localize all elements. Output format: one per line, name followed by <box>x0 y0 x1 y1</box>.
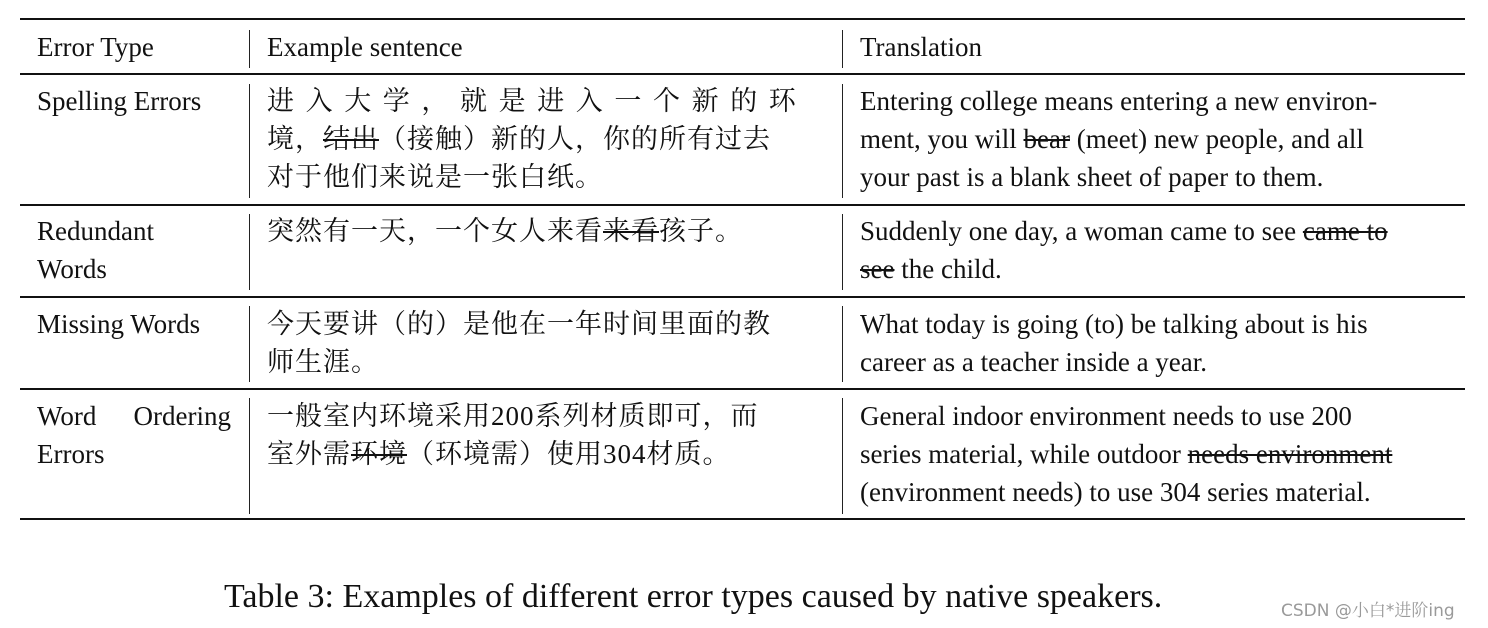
column-separator <box>249 214 250 290</box>
example-line: 突然有一天，一个女人来看来看孩子。 <box>267 216 743 246</box>
strikethrough-text: 环境 <box>351 439 407 469</box>
example-line: 今天要讲（的）是他在一年时间里面的教 <box>267 309 771 339</box>
example-line: 进入大学，就是进入一个新的环 <box>267 86 808 116</box>
translation-line: Entering college means entering a new environ- <box>860 86 1378 116</box>
example-line: 对于他们来说是一张白纸。 <box>267 162 603 192</box>
row-redundant-translation <box>860 212 1388 288</box>
example-line: 境，结出（接触）新的人，你的所有过去 <box>267 124 771 154</box>
header-rule <box>20 73 1465 75</box>
watermark: CSDN @小白*进阶ing <box>1281 601 1455 621</box>
column-separator <box>842 398 843 514</box>
header-error-type: Error Type <box>37 32 154 62</box>
row-spelling-example <box>267 82 807 196</box>
translation-line: your past is a blank sheet of paper to them. <box>860 162 1324 192</box>
row-divider <box>20 388 1465 390</box>
row-redundant-type: Redundant Words <box>37 216 154 284</box>
bottom-rule <box>20 518 1465 520</box>
row-missing-translation <box>860 305 1368 381</box>
translation-line: (environment needs) to use 304 series material. <box>860 477 1371 507</box>
column-separator <box>249 398 250 514</box>
row-redundant-example <box>267 212 743 250</box>
row-ordering-translation <box>860 397 1392 511</box>
header-translation: Translation <box>860 32 983 62</box>
translation-line: career as a teacher inside a year. <box>860 347 1208 377</box>
translation-line: General indoor environment needs to use 200 <box>860 401 1352 431</box>
row-spelling-type: Spelling Errors <box>37 86 202 116</box>
column-separator <box>842 214 843 290</box>
row-ordering-type: Word Ordering Errors <box>37 401 231 469</box>
row-divider <box>20 296 1465 298</box>
column-separator <box>842 306 843 382</box>
example-line: 一般室内环境采用200系列材质即可，而 <box>267 401 759 431</box>
column-separator <box>249 306 250 382</box>
header-example-sentence: Example sentence <box>267 32 463 62</box>
example-line: 室外需环境（环境需）使用304材质。 <box>267 439 731 469</box>
translation-line: Suddenly one day, a woman came to see came to <box>860 216 1388 246</box>
translation-line: see the child. <box>860 254 1002 284</box>
row-divider <box>20 204 1465 206</box>
top-rule <box>20 18 1465 20</box>
row-ordering-example <box>267 397 759 473</box>
strikethrough-text: see <box>860 254 895 284</box>
strikethrough-text: 来看 <box>603 216 659 246</box>
table-caption: Table 3: Examples of different error types caused by native speakers. <box>224 578 1163 615</box>
translation-line: ment, you will bear (meet) new people, and all <box>860 124 1364 154</box>
strikethrough-text: needs environment <box>1187 439 1393 469</box>
column-separator <box>842 30 843 68</box>
translation-line: What today is going (to) be talking about is his <box>860 309 1368 339</box>
column-separator <box>249 30 250 68</box>
column-separator <box>249 84 250 198</box>
strikethrough-text: bear <box>1023 124 1070 154</box>
strikethrough-text: came to <box>1302 216 1388 246</box>
translation-line: series material, while outdoor needs environment <box>860 439 1393 469</box>
example-line: 师生涯。 <box>267 347 379 377</box>
strikethrough-text: 结出 <box>323 124 379 154</box>
column-separator <box>842 84 843 198</box>
row-spelling-translation <box>860 82 1377 196</box>
row-missing-example <box>267 305 771 381</box>
row-missing-type: Missing Words <box>37 309 201 339</box>
